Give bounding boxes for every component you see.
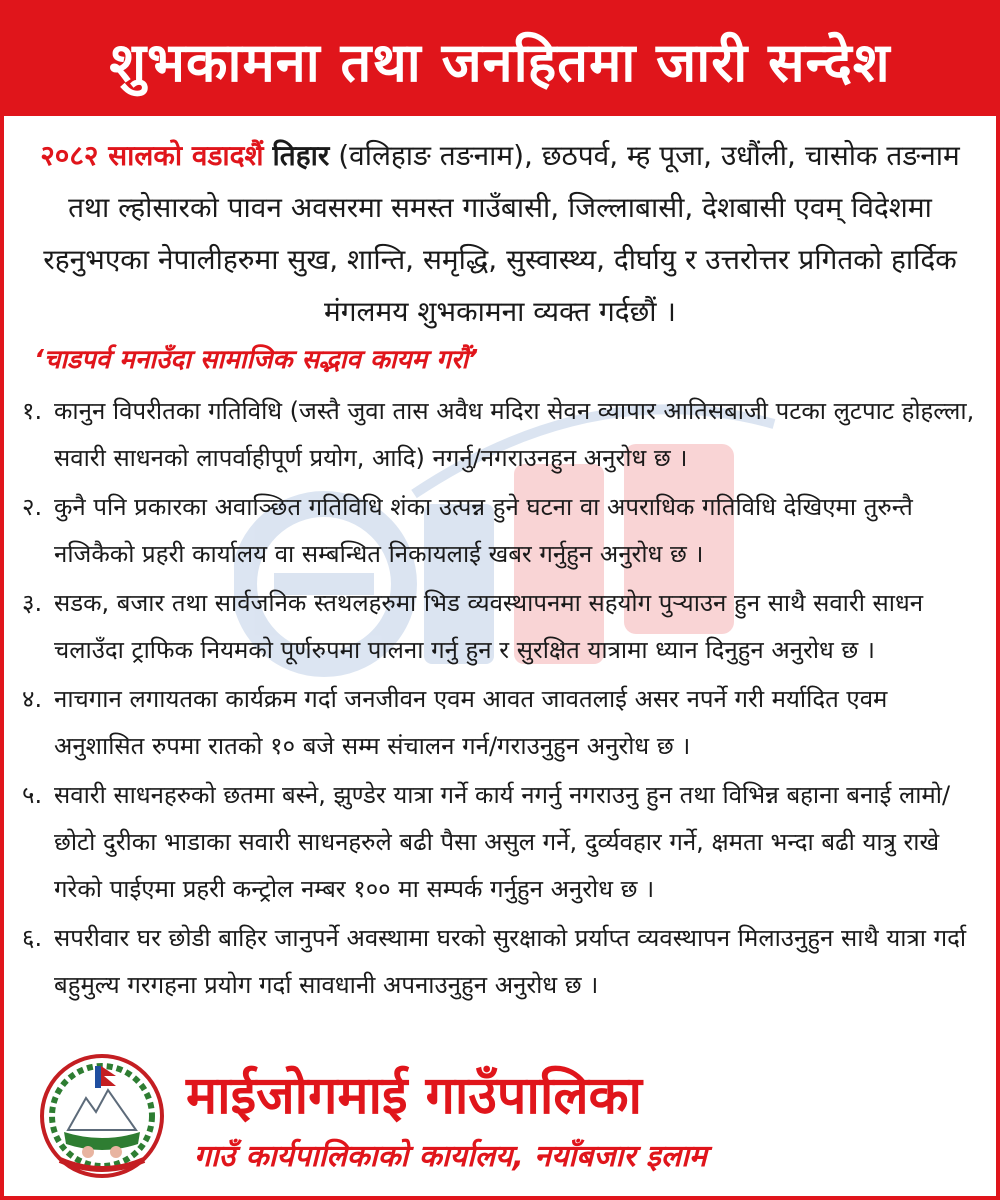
list-item: [22, 676, 982, 770]
list-item: [22, 388, 982, 482]
list-item-text: कानुन विपरीतका गतिविधि (जस्तै जुवा तास अवैध मदिरा सेवन व्यापार आतिसबाजी पटका लुटपाट होहल्ला, सवारी साधनको लापर्वाहीपूर्ण प्रयोग, आदि) नगर्नु/नगराउनहुन अनुरोध छ ।: [54, 397, 975, 472]
office-address: गाउँ कार्यपालिकाको कार्यालय, नयाँबजार इलाम: [194, 1139, 707, 1174]
list-item-text: नाचगान लगायतका कार्यक्रम गर्दा जनजीवन एवम आवत जावतलाई असर नपर्ने गरी मर्यादित एवम अनुशासित रुपमा रातको १० बजे सम्म संचालन गर्न/गराउनुहुन अनुरोध छ ।: [54, 685, 888, 760]
intro-year-phrase: २०८२ सालको वडादशैं: [40, 139, 264, 172]
list-item: [22, 772, 982, 913]
list-item-number: १.: [22, 397, 43, 425]
notice-list: [22, 388, 982, 1011]
header-banner: [4, 4, 996, 116]
intro-tihar: तिहार: [272, 139, 330, 172]
list-item: [22, 915, 982, 1009]
list-item-text: सडक, बजार तथा सार्वजनिक स्तथलहरुमा भिड व्यवस्थापनमा सहयोग पुऱ्याउन हुन साथै सवारी साधन चलाउँदा ट्राफिक नियमको पूर्णरुपमा पालना गर्नु हुन र सुरक्षित यात्रामा ध्यान दिनुहुन अनुरोध छ ।: [54, 589, 924, 664]
list-item: [22, 580, 982, 674]
organization-name: माईजोगमाई गाउँपालिका: [186, 1066, 642, 1126]
nepal-emblem-icon: [38, 1052, 166, 1180]
list-item: [22, 484, 982, 578]
list-item-text: सवारी साधनहरुको छतमा बस्ने, झुण्डेर यात्रा गर्ने कार्य नगर्नु नगराउनु हुन तथा विभिन्न बहाना बनाई लामो/छोटो दुरीका भाडाका सवारी साधनहरुले बढी पैसा असुल गर्ने, दुर्व्यवहार गर्ने, क्षमता भन्दा बढी यात्रु राखे गरेको पाईएमा प्रहरी कन्ट्रोल नम्बर १०० मा सम्पर्क गर्नुहुन अनुरोध छ ।: [54, 781, 951, 903]
intro-rest: (वलिहाङ तङनाम), छठपर्व, म्ह पूजा, उधौंली, चासोक तङनाम तथा ल्होसारको पावन अवसरमा समस्त गाउँबासी, जिल्लाबासी, देशबासी एवम् विदेशमा रहनुभएका नेपालीहरुमा सुख, शान्ति, समृद्धि, सुस्वास्थ्य, दीर्घायु र उत्तरोत्तर प्रगितको हार्दिक मंगलमय शुभकामना व्यक्त गर्दछौं ।: [43, 139, 960, 328]
slogan-heading: ‘चाडपर्व मनाउँदा सामाजिक सद्भाव कायम गरौं’: [34, 345, 479, 375]
list-item-number: ३.: [22, 589, 43, 617]
list-item-number: ५.: [22, 781, 43, 809]
list-item-text: सपरीवार घर छोडी बाहिर जानुपर्ने अवस्थामा घरको सुरक्षाको प्रर्याप्त व्यवस्थापन मिलाउनुहुन साथै यात्रा गर्दा बहुमुल्य गरगहना प्रयोग गर्दा सावधानी अपनाउनुहुन अनुरोध छ ।: [54, 924, 967, 999]
list-item-number: २.: [22, 493, 43, 521]
page-title: शुभकामना तथा जनहितमा जारी सन्देश: [109, 31, 891, 94]
list-item-number: ४.: [22, 685, 43, 713]
intro-paragraph: [26, 130, 974, 338]
list-item-text: कुनै पनि प्रकारका अवाञ्छित गतिविधि शंका उत्पन्न हुने घटना वा अपराधिक गतिविधि देखिएमा तुरुन्तै नजिकैको प्रहरी कार्यालय वा सम्बन्धित निकायलाई खबर गर्नुहुन अनुरोध छ ।: [54, 493, 913, 568]
list-item-number: ६.: [22, 924, 43, 952]
